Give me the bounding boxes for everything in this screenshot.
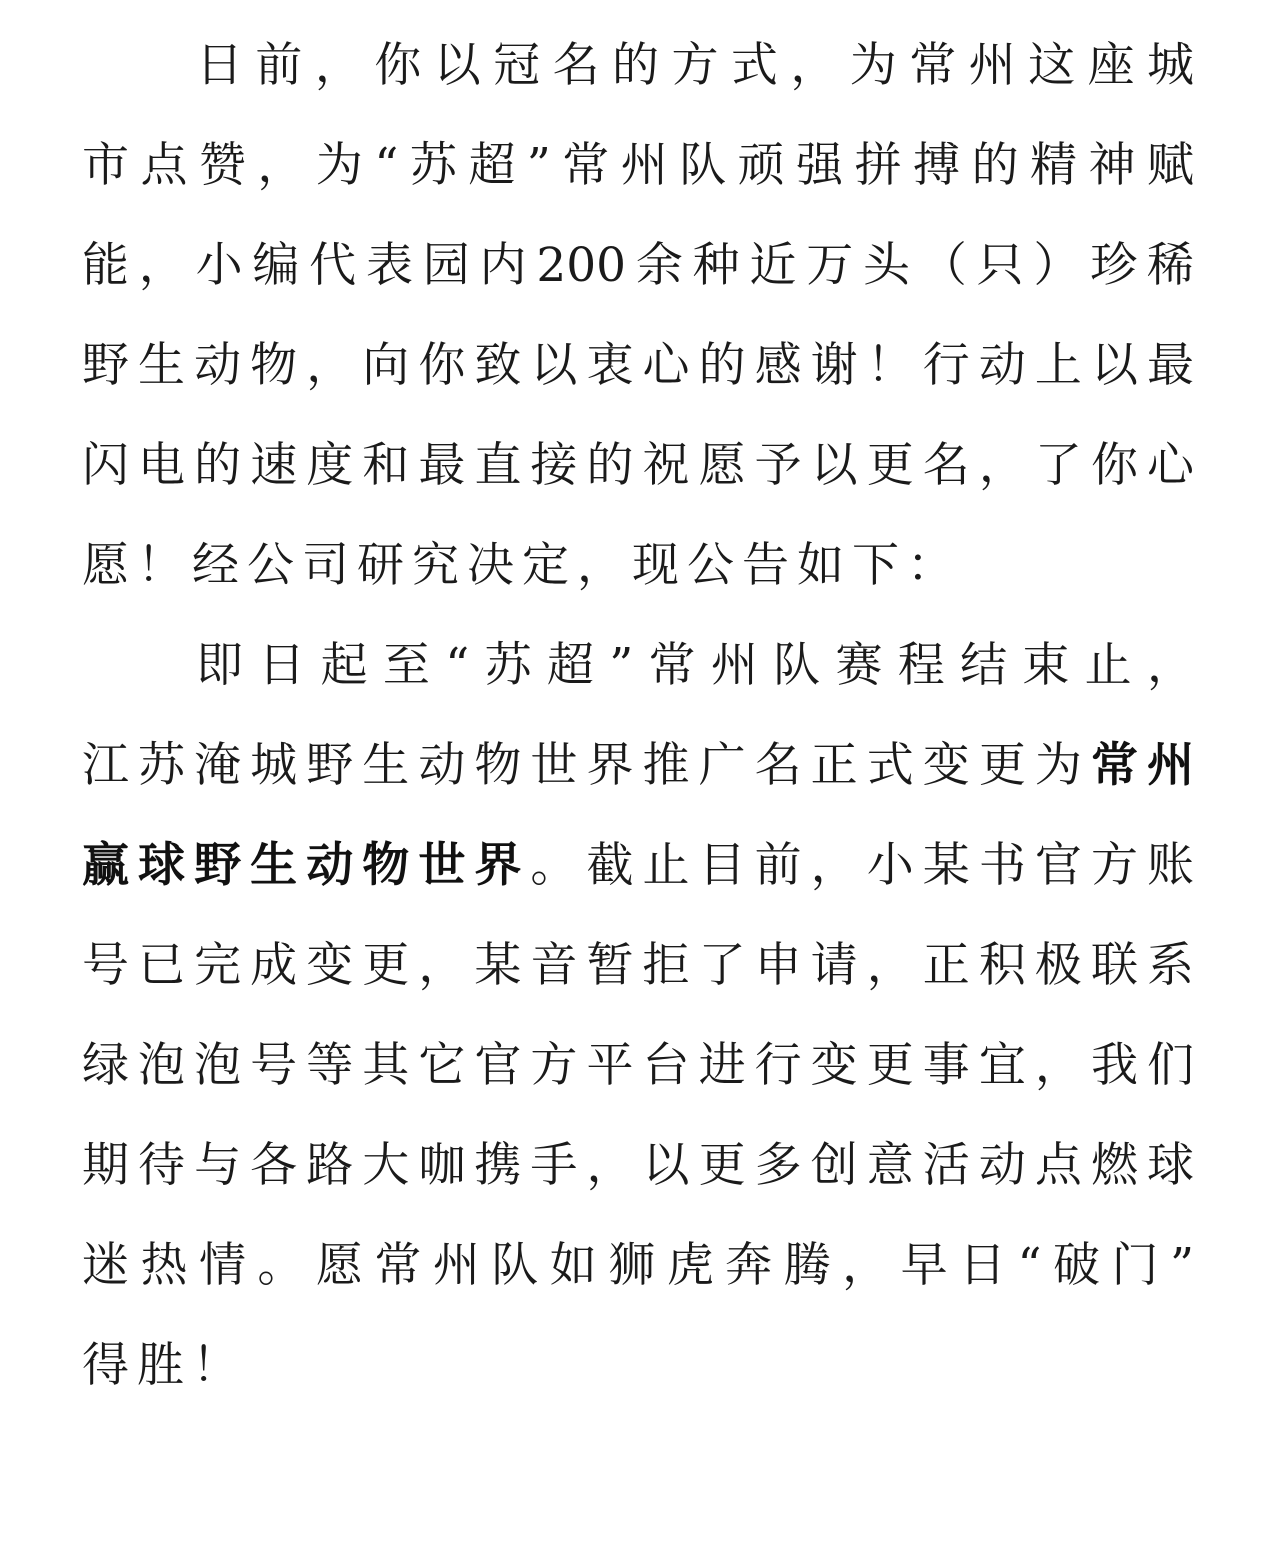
paragraph1-line-5: 闪电的速度和最直接的祝愿予以更名，了你心 — [82, 438, 1194, 493]
paragraph2-line-2 — [82, 726, 1194, 806]
paragraph1-line-1: 日前，你以冠名的方式，为常州这座城 — [196, 38, 1194, 93]
paragraph1-line-4: 野生动物，向你致以衷心的感谢！行动上以最 — [82, 338, 1194, 393]
paragraph2-line-4: 号已完成变更，某音暂拒了申请，正积极联系 — [82, 938, 1194, 993]
paragraph2-line-7: 迷热情。愿常州队如狮虎奔腾，早日“破门” — [82, 1238, 1194, 1293]
highlighted-name-part2: 赢球野生动物世界 — [82, 838, 531, 893]
paragraph1-line-2: 市点赞，为“苏超”常州队顽强拼搏的精神赋 — [82, 138, 1194, 193]
paragraph2-line-6: 期待与各路大咖携手，以更多创意活动点燃球 — [82, 1138, 1194, 1193]
paragraph2-line-3 — [82, 826, 1194, 906]
paragraph2-line-1: 即日起至“苏超”常州队赛程结束止， — [196, 638, 1194, 693]
paragraph2-line-3-text: 。截止目前，小某书官方账 — [530, 838, 1194, 893]
paragraph2-line-5: 绿泡泡号等其它官方平台进行变更事宜，我们 — [82, 1038, 1194, 1093]
paragraph1-line-3: 能，小编代表园内200余种近万头（只）珍稀 — [82, 238, 1194, 293]
paragraph1-line-6: 愿！经公司研究决定，现公告如下： — [82, 538, 962, 593]
paragraph2-line-2-text: 江苏淹城野生动物世界推广名正式变更为 — [82, 738, 1091, 793]
highlighted-name-part1: 常州 — [1090, 738, 1194, 793]
paragraph2-line-8: 得胜！ — [82, 1338, 247, 1393]
